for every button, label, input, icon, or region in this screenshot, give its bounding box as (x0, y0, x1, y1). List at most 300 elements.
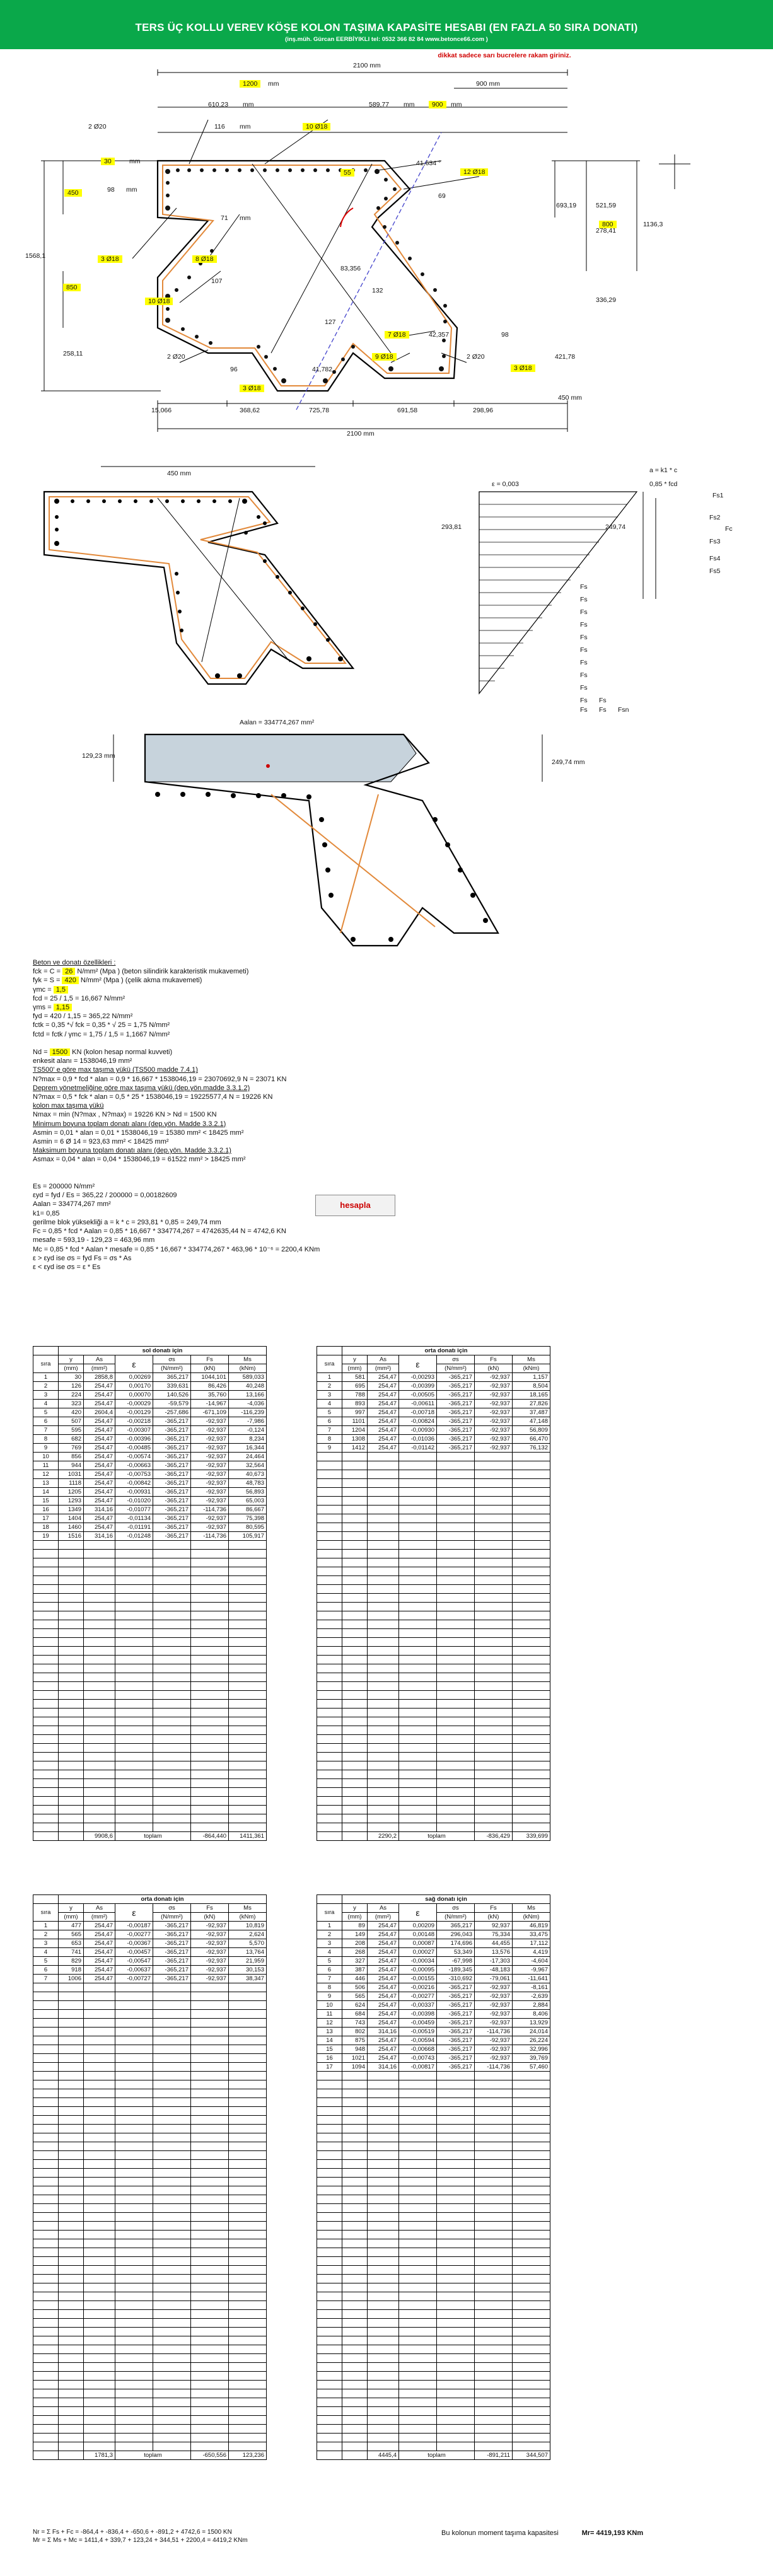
table-row (33, 1814, 267, 1823)
input-850[interactable]: 850 (63, 284, 81, 291)
fs-side-6: Fs (580, 646, 588, 654)
table-row (33, 1717, 267, 1726)
table-row (317, 1585, 550, 1594)
table-title: orta donatı için (59, 1895, 267, 1904)
table-row (317, 1788, 550, 1797)
table-row: 8 506 254,47 -0,00216 -365,217 -92,937 -8,161 (317, 1983, 550, 1992)
table-row (33, 2381, 267, 2389)
fs-side-5: Fs (580, 634, 588, 641)
dim-900: 900 mm (476, 80, 500, 88)
table-row (317, 1576, 550, 1585)
table-row (33, 1673, 267, 1682)
table-row: 3 224 254,47 0,00070 140,526 35,760 13,166 (33, 1391, 267, 1400)
table-row (317, 2425, 550, 2434)
table-row (33, 1691, 267, 1700)
table-row (33, 2125, 267, 2133)
calc-input[interactable]: 26 (62, 968, 75, 975)
calc-line: fck = C = 26 N/mm² (Mpa ) (beton silindirik karakteristik mukavemeti) (33, 968, 249, 976)
table-row (33, 1806, 267, 1814)
table-total-row: 4445,4 toplam -891,211 344,507 (317, 2451, 550, 2460)
table-row (33, 2363, 267, 2372)
table-row (317, 1814, 550, 1823)
table-title: sol donatı için (59, 1347, 267, 1355)
table-row (317, 2213, 550, 2222)
table-row (317, 2319, 550, 2328)
fs-side-2: Fs (580, 596, 588, 603)
table-row (33, 1983, 267, 1992)
rebar-2phi20-c: 2 Ø20 (467, 353, 485, 361)
table-row: 13 802 314,16 -0,00519 -365,217 -114,736 24,014 (317, 2028, 550, 2036)
table-row: 11 684 254,47 -0,00398 -365,217 -92,937 8,406 (317, 2010, 550, 2019)
table-row (317, 1497, 550, 1506)
table-row (317, 1523, 550, 1532)
table-row (317, 1779, 550, 1788)
table-row (33, 1541, 267, 1550)
table-row (33, 1761, 267, 1770)
a-equation: a = k1 * c (649, 467, 678, 474)
table-row (33, 1656, 267, 1664)
table-row: 1 30 2858,8 0,00269 365,217 1044,101 589,033 (33, 1373, 267, 1382)
table-row (317, 2178, 550, 2186)
calc-line: N?max = 0,9 * fcd * alan = 0,9 * 16,667 * 1538046,19 = 23070692,9 N = 23071 KN (33, 1075, 287, 1083)
table-row: 6 387 254,47 -0,00095 -189,345 -48,183 -9,967 (317, 1966, 550, 1975)
table-row (317, 2372, 550, 2381)
input-800[interactable]: 800 (599, 221, 617, 228)
table-row (317, 2089, 550, 2098)
table-row (33, 2275, 267, 2283)
rebar-9phi18: 9 Ø18 (372, 353, 397, 361)
calc-line: γms = 1,15 (33, 1003, 512, 1012)
calc-input[interactable]: 1,15 (54, 1004, 72, 1011)
table-row: 14 875 254,47 -0,00594 -365,217 -92,937 26,224 (317, 2036, 550, 2045)
calc-line: Minimum boyuna toplam donatı alanı (dep.yön. Madde 3.3.2.1) (33, 1120, 226, 1128)
table-row: 2 695 254,47 -0,00399 -365,217 -92,937 8,504 (317, 1382, 550, 1391)
dim-1568: 1568,1 (25, 252, 46, 260)
table-row (33, 2416, 267, 2425)
calc-input[interactable]: 1,5 (54, 986, 68, 994)
table-row (317, 2195, 550, 2204)
input-angle-55[interactable]: 55 (340, 169, 354, 177)
unit-mm: mm (240, 123, 251, 131)
table-row: 17 1404 254,47 -0,01134 -365,217 -92,937 75,398 (33, 1514, 267, 1523)
table-row (317, 2116, 550, 2125)
table-row (33, 1603, 267, 1611)
table-row (33, 2239, 267, 2248)
table-row (317, 2442, 550, 2451)
table-row (33, 2133, 267, 2142)
rebar-12phi18: 12 Ø18 (460, 168, 488, 176)
calc-line (33, 1039, 512, 1048)
fs1-label: Fs1 (712, 492, 724, 499)
input-900[interactable]: 900 (429, 101, 446, 108)
calc-line: Beton ve donatı özellikleri : (33, 959, 116, 966)
calc-line: Asmin = 0,01 * alan = 0,01 * 1538046,19 = 15380 mm² < 18425 mm² (33, 1128, 244, 1137)
input-width-1200[interactable]: 1200 (240, 80, 260, 88)
calc-line: Deprem yönetmeliğine göre max taşıma yükü (dep.yön.madde 3.3.1.2) (33, 1084, 250, 1092)
table-row (317, 2434, 550, 2442)
calc-line: N?max = 0,5 * fck * alan = 0,5 * 25 * 1538046,19 = 19225577,4 N = 19226 KN (33, 1093, 273, 1101)
table-row: 7 1006 254,47 -0,00727 -365,217 -92,937 38,347 (33, 1975, 267, 1983)
table-row (33, 2434, 267, 2442)
table-row (317, 1656, 550, 1664)
dim-258: 258,11 (63, 350, 83, 357)
fs-side-8: Fs (580, 671, 588, 679)
table-row: 9 1412 254,47 -0,01142 -365,217 -92,937 76,132 (317, 1444, 550, 1453)
table-row (33, 2319, 267, 2328)
calc-line: Aalan = 334774,267 mm² (33, 1200, 111, 1209)
unit-mm: mm (268, 80, 279, 88)
rebar-2phi20-a: 2 Ø20 (88, 123, 107, 131)
table-row (33, 2310, 267, 2319)
calc-line: fctk = 0,35 *√ fck = 0,35 * √ 25 = 1,75 N/mm² (33, 1021, 170, 1030)
calc-line: ε > εyd ise σs = fyd Fs = σs * As (33, 1254, 132, 1262)
author-line: (inş.müh. Gürcan EERBİYIKLI tel: 0532 366 82 84 www.betonce66.com ) (285, 36, 488, 43)
table-row (33, 2001, 267, 2010)
mr-value: 4419,193 (596, 2529, 625, 2537)
table-row (317, 2336, 550, 2345)
rebar-table-2: orta donatı için sıra y As ε σs Fs Ms (mm) (mm²) (N/mm²) (kN) (kNm) 1 581 254,47 -0,00293 -365,217 -92,937 1,157 2 695 254,47 -0,00399 -365,217 -92,937 8,504 3 788 254,47 -0,00505 -365,217 -92,937 18,165 4 893 254,47 -0,00611 -365,217 -92,937 27,826 5 997 254,47 -0,00718 -365,217 -92,937 37,487 6 1101 254,47 -0,00824 -365,217 -92,937 47,148 7 1204 254,47 -0,00930 -365,217 -92,937 56,809 8 1308 254,47 -0,01036 -365,217 -92,937 66,470 9 1412 254,47 -0,01142 -365,217 -92,937 76,132 2290,2 toplam -836,429 339,699 (317, 1346, 550, 1841)
table-row: 7 595 254,47 -0,00307 -365,217 -92,937 -0,124 (33, 1426, 267, 1435)
table-row: 10 856 254,47 -0,00574 -365,217 -92,937 24,464 (33, 1453, 267, 1461)
table-row: 2 149 254,47 0,00148 296,043 75,334 33,475 (317, 1930, 550, 1939)
table-row (33, 2389, 267, 2398)
dim-693: 693,19 (556, 202, 577, 209)
compression-dim-left: 129,23 mm (82, 752, 115, 760)
table-row (317, 1823, 550, 1832)
a-value: 249,74 (605, 523, 626, 531)
table-total-row: 2290,2 toplam -836,429 339,699 (317, 1832, 550, 1841)
input-cover-30[interactable]: 30 (101, 158, 115, 165)
table-row (317, 1647, 550, 1656)
dim-278: 278,41 (596, 227, 617, 235)
mr-unit: KNm (627, 2529, 644, 2537)
table-row: 6 1101 254,47 -0,00824 -365,217 -92,937 47,148 (317, 1417, 550, 1426)
table-row (33, 1576, 267, 1585)
table-row (33, 1823, 267, 1832)
dim-116: 116 (214, 123, 225, 131)
table-row: 15 1293 254,47 -0,01020 -365,217 -92,937 65,003 (33, 1497, 267, 1506)
table-row (33, 1770, 267, 1779)
rebar-2phi20-b: 2 Ø20 (167, 353, 185, 361)
table-row (33, 1664, 267, 1673)
table-row (33, 2045, 267, 2054)
rebar-table-4: sağ donatı için sıra y As ε σs Fs Ms (mm) (mm²) (N/mm²) (kN) (kNm) 1 89 254,47 0,00209 365,217 92,937 46,819 2 149 254,47 0,00148 296,043 75,334 33,475 3 208 254,47 0,00087 174,696 44,455 17,112 4 268 254,47 0,00027 53,349 13,576 4,419 5 327 254,47 -0,00034 -67,998 -17,303 -4,604 6 387 254,47 -0,00095 -189,345 -48,183 -9,967 7 446 254,47 -0,00155 -310,692 -79,061 -11,641 8 506 254,47 -0,00216 -365,217 -92,937 -8,161 9 565 254,47 -0,00277 -365,217 -92,937 -2,639 10 624 254,47 -0,00337 -365,217 -92,937 2,884 11 684 254,47 -0,00398 -365,217 -92,937 8,406 12 743 254,47 -0,00459 -365,217 -92,937 13,929 13 802 314,16 -0,00519 -365,217 -114,736 24,014 14 875 254,47 -0,00594 -365,217 -92,937 26,224 15 948 254,47 -0,00668 -365,217 -92,937 32,996 16 1021 254,47 -0,00743 -365,217 -92,937 39,769 17 1094 314,16 -0,00817 -365,217 -114,736 57,460 4445,4 toplam -891,211 344,507 (317, 1894, 550, 2460)
table-row (317, 1735, 550, 1744)
table-row: 4 893 254,47 -0,00611 -365,217 -92,937 27,826 (317, 1400, 550, 1408)
table-row (33, 2107, 267, 2116)
table-row (317, 2292, 550, 2301)
table-row (33, 2354, 267, 2363)
calc-line: Asmax = 0,04 * alan = 0,04 * 1538046,19 = 61522 mm² > 18425 mm² (33, 1156, 246, 1164)
table-row (317, 1709, 550, 1717)
table-row (33, 2425, 267, 2434)
bottom-dim-3: 725,78 (309, 407, 330, 414)
table-row: 16 1021 254,47 -0,00743 -365,217 -92,937 39,769 (317, 2054, 550, 2063)
unit-mm: mm (451, 101, 462, 108)
mr-summary: Mr = Σ Ms + Mc = 1411,4 + 339,7 + 123,24 + 344,51 + 2200,4 = 4419,2 KNm (33, 2537, 248, 2544)
calc-line: Fc = 0,85 * fcd * Aalan = 0,85 * 16,667 * 334774,267 = 4742635,44 N = 4742,6 KN (33, 1227, 286, 1236)
fs-side-13: Fs (599, 706, 607, 714)
table-row (317, 1770, 550, 1779)
table-row (317, 2407, 550, 2416)
table-row (33, 1647, 267, 1656)
table-row (317, 1453, 550, 1461)
rebar-table-1: sol donatı için sıra y As ε σs Fs Ms (mm) (mm²) (N/mm²) (kN) (kNm) 1 30 2858,8 0,00269 365,217 1044,101 589,033 2 126 254,47 0,00170 339,631 86,426 40,248 3 224 254,47 0,00070 140,526 35,760 13,166 4 323 254,47 -0,00029 -59,579 -14,967 -4,036 5 420 2604,4 -0,00129 -257,686 -671,109 -116,239 6 507 254,47 -0,00218 -365,217 -92,937 -7,986 7 595 254,47 -0,00307 -365,217 -92,937 -0,124 8 682 254,47 -0,00396 -365,217 -92,937 8,234 9 769 254,47 -0,00485 -365,217 -92,937 16,344 10 856 254,47 -0,00574 -365,217 -92,937 24,464 11 944 254,47 -0,00663 -365,217 -92,937 32,564 12 1031 254,47 -0,00753 -365,217 -92,937 40,673 13 1118 254,47 -0,00842 -365,217 -92,937 48,783 14 1205 254,47 -0,00931 -365,217 -92,937 56,893 15 1293 254,47 -0,01020 -365,217 -92,937 65,003 16 1349 314,16 -0,01077 -365,217 -114,736 86,667 17 1404 254,47 -0,01134 -365,217 -92,937 75,398 18 1460 254,47 -0,01191 -365,217 -92,937 80,595 19 1516 314,16 -0,01248 -365,217 -114,736 105,917 9908,6 toplam -864,440 1411,361 (33, 1346, 267, 1841)
dim-1136: 1136,3 (643, 221, 663, 228)
calc-line: γmc = 1,5 (33, 985, 512, 994)
table-row (317, 2239, 550, 2248)
table-row (317, 1682, 550, 1691)
table-row (317, 1506, 550, 1514)
table-total-row: 9908,6 toplam -864,440 1411,361 (33, 1832, 267, 1841)
table-row (33, 2213, 267, 2222)
table-row (33, 2257, 267, 2266)
table-total-row: 1781,3 toplam -650,556 123,236 (33, 2451, 267, 2460)
calc-line: Mc = 0,85 * fcd * Aalan * mesafe = 0,85 * 16,667 * 334774,267 * 463,96 * 10⁻⁶ = 2200,4 KNm (33, 1245, 320, 1253)
calc-line (33, 1173, 512, 1182)
summary-block (33, 2528, 248, 2544)
table-row (33, 1779, 267, 1788)
table-row (317, 1470, 550, 1479)
fs-side-9: Fs (580, 684, 588, 692)
dim-83: 83,356 (340, 265, 361, 272)
table-row (317, 1744, 550, 1753)
table-row (33, 1726, 267, 1735)
calc-line: fcd = 25 / 1,5 = 16,667 N/mm² (33, 994, 125, 1002)
input-thickness-450[interactable]: 450 (64, 189, 82, 197)
dim-107: 107 (211, 277, 223, 285)
table-row (33, 2372, 267, 2381)
table-row (317, 1726, 550, 1735)
table-row: 12 743 254,47 -0,00459 -365,217 -92,937 13,929 (317, 2019, 550, 2028)
table-row: 19 1516 314,16 -0,01248 -365,217 -114,736 105,917 (33, 1532, 267, 1541)
calc-line: k1= 0,85 (33, 1209, 60, 1217)
calc-line: kolon max taşıma yükü (33, 1102, 104, 1110)
table-row (33, 2019, 267, 2028)
table-row (33, 2151, 267, 2160)
table-row: 3 653 254,47 -0,00367 -365,217 -92,937 5,570 (33, 1939, 267, 1948)
table-row: 18 1460 254,47 -0,01191 -365,217 -92,937 80,595 (33, 1523, 267, 1532)
table-row: 13 1118 254,47 -0,00842 -365,217 -92,937 48,783 (33, 1479, 267, 1488)
rebar-8phi18: 8 Ø18 (192, 255, 217, 263)
capacity-label: Bu kolonun moment taşıma kapasitesi (441, 2529, 559, 2537)
table-row (33, 2398, 267, 2407)
calc-line: Maksimum boyuna toplam donatı alanı (dep.yön. Madde 3.3.2.1) (33, 1147, 231, 1155)
table-row (33, 1558, 267, 1567)
dim-127: 127 (325, 318, 336, 326)
calc-line: εyd = fyd / Es = 365,22 / 200000 = 0,00182609 (33, 1192, 177, 1200)
table-row (317, 1567, 550, 1576)
table-row: 9 565 254,47 -0,00277 -365,217 -92,937 -2,639 (317, 1992, 550, 2001)
dim-589: 589,77 (369, 101, 390, 108)
calc-line: Nmax = min (N?max , N?max) = 19226 KN > Nd = 1500 KN (33, 1111, 217, 1119)
table-row (317, 1797, 550, 1806)
table-row (33, 1629, 267, 1638)
unit-mm: mm (129, 158, 141, 165)
table-row (33, 2222, 267, 2231)
table-row (317, 2169, 550, 2178)
calc-input[interactable]: 420 (62, 977, 78, 984)
calc-line: fyd = 420 / 1,15 = 365,22 N/mm² (33, 1012, 133, 1021)
table-row (317, 2098, 550, 2107)
fc-label: Fc (725, 525, 733, 533)
table-row: 7 1204 254,47 -0,00930 -365,217 -92,937 56,809 (317, 1426, 550, 1435)
rebar-3phi18-b: 3 Ø18 (240, 385, 264, 392)
table-row (33, 2160, 267, 2169)
table-row: 9 769 254,47 -0,00485 -365,217 -92,937 16,344 (33, 1444, 267, 1453)
table-row (33, 2407, 267, 2416)
table-row (317, 2354, 550, 2363)
table-row (317, 1717, 550, 1726)
table-row (317, 2080, 550, 2089)
calc-line: fctd = fctk / γmc = 1,75 / 1,5 = 1,1667 N/mm² (33, 1030, 170, 1038)
table-row (317, 1514, 550, 1523)
table-row (317, 1488, 550, 1497)
table-row (317, 1479, 550, 1488)
unit-mm: mm (243, 101, 254, 108)
c-value: 293,81 (441, 523, 462, 531)
fs-side-3: Fs (580, 608, 588, 616)
calc-line (33, 1164, 512, 1173)
fs4-label: Fs4 (709, 555, 721, 562)
bottom-dim-4: 691,58 (397, 407, 418, 414)
strain-ecu-label: ε = 0,003 (492, 480, 519, 488)
input-warning: dikkat sadece sarı bucrelere rakam giriniz. (438, 52, 571, 59)
table-row: 1 581 254,47 -0,00293 -365,217 -92,937 1,157 (317, 1373, 550, 1382)
table-row: 8 682 254,47 -0,00396 -365,217 -92,937 8,234 (33, 1435, 267, 1444)
unit-mm: mm (240, 214, 251, 222)
fs-side-7: Fs (580, 659, 588, 666)
table-title: orta donatı için (342, 1347, 550, 1355)
calc-line: Asmin = 6 Ø 14 = 923,63 mm² < 18425 mm² (33, 1138, 169, 1146)
table-title: sağ donatı için (342, 1895, 550, 1904)
table-row (33, 1611, 267, 1620)
calc-input[interactable]: 1500 (50, 1048, 70, 1056)
table-row: 5 327 254,47 -0,00034 -67,998 -17,303 -4,604 (317, 1957, 550, 1966)
table-row (33, 2142, 267, 2151)
table-row (317, 1532, 550, 1541)
table-row (33, 1594, 267, 1603)
table-row: 10 624 254,47 -0,00337 -365,217 -92,937 2,884 (317, 2001, 550, 2010)
dim-450c: 450 mm (167, 470, 191, 477)
table-row (317, 1691, 550, 1700)
table-row: 1 477 254,47 -0,00187 -365,217 -92,937 10,819 (33, 1922, 267, 1930)
table-row (317, 2363, 550, 2372)
table-row: 2 126 254,47 0,00170 339,631 86,426 40,248 (33, 1382, 267, 1391)
dim-total-width: 2100 mm (353, 62, 381, 69)
table-row (33, 2010, 267, 2019)
rebar-table-3: orta donatı için sıra y As ε σs Fs Ms (mm) (mm²) (N/mm²) (kN) (kNm) 1 477 254,47 -0,00187 -365,217 -92,937 10,819 2 565 254,47 -0,00277 -365,217 -92,937 2,624 3 653 254,47 -0,00367 -365,217 -92,937 5,570 4 741 254,47 -0,00457 -365,217 -92,937 13,764 5 829 254,47 -0,00547 -365,217 -92,937 21,959 6 918 254,47 -0,00637 -365,217 -92,937 30,153 7 1006 254,47 -0,00727 -365,217 -92,937 38,347 1781,3 toplam -650,556 123,236 (33, 1894, 267, 2460)
table-row (317, 2151, 550, 2160)
table-row (317, 2133, 550, 2142)
table-row (33, 1638, 267, 1647)
dim-71: 71 (221, 214, 228, 222)
fs-side-1: Fs (580, 583, 588, 591)
table-row (317, 1611, 550, 1620)
calc-line: fyk = S = 420 N/mm² (Mpa ) (çelik akma mukavemeti) (33, 977, 202, 985)
table-row (33, 1620, 267, 1629)
table-row (317, 2186, 550, 2195)
dim-42: 42,357 (429, 331, 450, 339)
table-row (33, 2178, 267, 2186)
table-row (317, 1673, 550, 1682)
dim-98b: 98 (501, 331, 509, 339)
table-row: 3 788 254,47 -0,00505 -365,217 -92,937 18,165 (317, 1391, 550, 1400)
table-row (33, 1735, 267, 1744)
table-row (33, 2328, 267, 2336)
dim-421: 421,78 (555, 353, 576, 361)
table-row (317, 1620, 550, 1629)
table-row (317, 2328, 550, 2336)
table-row (33, 2345, 267, 2354)
table-row (317, 2389, 550, 2398)
table-row (33, 1567, 267, 1576)
fc-equation: 0,85 * fcd (649, 480, 678, 488)
table-row (33, 1700, 267, 1709)
table-row (33, 2036, 267, 2045)
table-row: 11 944 254,47 -0,00663 -365,217 -92,937 32,564 (33, 1461, 267, 1470)
table-row (33, 1753, 267, 1761)
table-row (317, 1550, 550, 1558)
mr-label: Mr= (581, 2529, 595, 2537)
rebar-3phi18-a: 3 Ø18 (98, 255, 122, 263)
table-row: 17 1094 314,16 -0,00817 -365,217 -114,736 57,460 (317, 2063, 550, 2072)
table-row (317, 1700, 550, 1709)
fs2-label: Fs2 (709, 514, 721, 521)
fs5-label: Fs5 (709, 567, 721, 575)
bottom-dim-1: 15,066 (151, 407, 172, 414)
hesapla-button[interactable]: hesapla (315, 1195, 395, 1216)
table-row (317, 2107, 550, 2116)
table-row (33, 2195, 267, 2204)
dim-96: 96 (230, 366, 238, 373)
table-row (317, 2283, 550, 2292)
table-row (317, 2416, 550, 2425)
dim-610: 610,23 (208, 101, 229, 108)
table-row: 5 829 254,47 -0,00547 -365,217 -92,937 21,959 (33, 1957, 267, 1966)
dim-521: 521,59 (596, 202, 617, 209)
table-row (33, 1992, 267, 2001)
rebar-10phi18-b: 10 Ø18 (145, 298, 173, 305)
fs-side-12: Fs (599, 697, 607, 704)
table-row (317, 1558, 550, 1567)
table-row (317, 2266, 550, 2275)
unit-mm: mm (126, 186, 137, 194)
table-row: 15 948 254,47 -0,00668 -365,217 -92,937 32,996 (317, 2045, 550, 2054)
table-row (317, 1761, 550, 1770)
fs-side-11: Fs (580, 706, 588, 714)
table-row: 6 918 254,47 -0,00637 -365,217 -92,937 30,153 (33, 1966, 267, 1975)
table-row (317, 1664, 550, 1673)
table-row (317, 1806, 550, 1814)
table-row (317, 2301, 550, 2310)
table-row: 12 1031 254,47 -0,00753 -365,217 -92,937 40,673 (33, 1470, 267, 1479)
page-title: TERS ÜÇ KOLLU VEREV KÖŞE KOLON TAŞIMA KAPASİTE HESABI (EN FAZLA 50 SIRA DONATI) (135, 21, 638, 33)
table-row (33, 1550, 267, 1558)
table-row (317, 1603, 550, 1611)
bottom-dim-2: 368,62 (240, 407, 260, 414)
table-row (33, 2072, 267, 2080)
table-row (33, 2080, 267, 2089)
table-row: 5 997 254,47 -0,00718 -365,217 -92,937 37,487 (317, 1408, 550, 1417)
table-row: 3 208 254,47 0,00087 174,696 44,455 17,112 (317, 1939, 550, 1948)
table-row (33, 2266, 267, 2275)
table-row (317, 1461, 550, 1470)
table-row (33, 2089, 267, 2098)
table-row (33, 2301, 267, 2310)
table-row (33, 2442, 267, 2451)
rebar-3phi18-c: 3 Ø18 (511, 364, 535, 372)
